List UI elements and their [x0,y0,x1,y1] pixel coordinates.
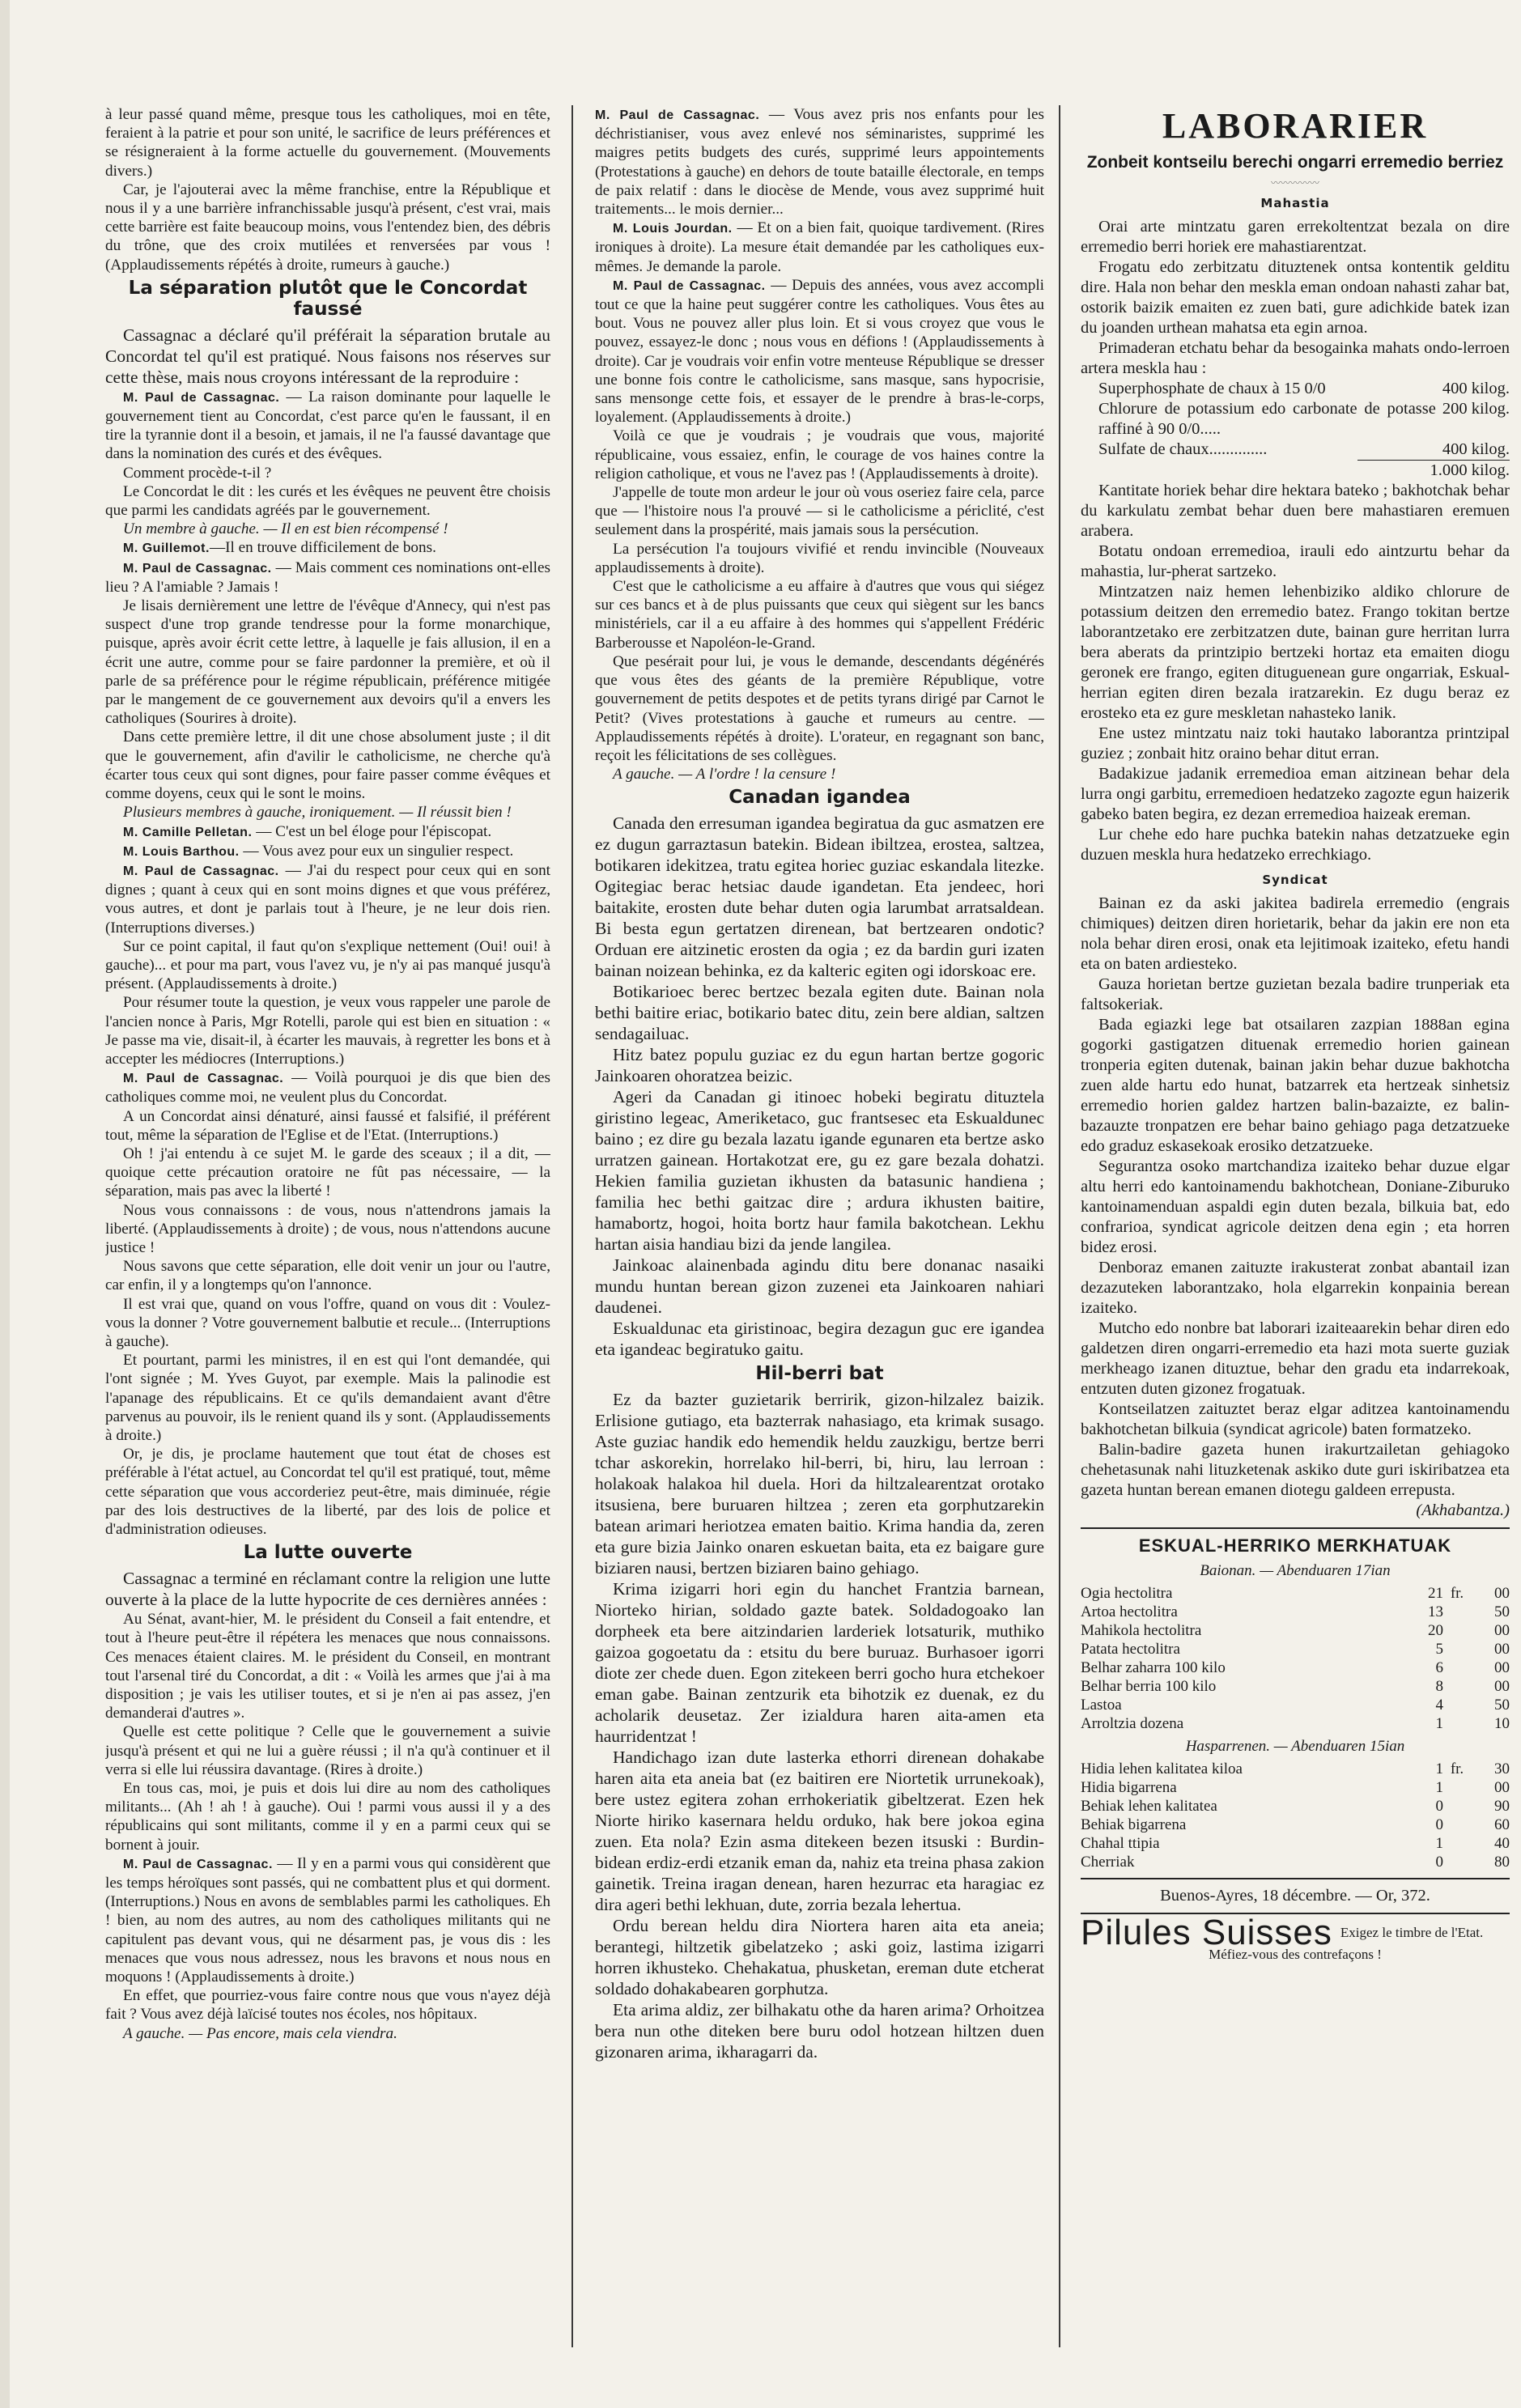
advertisement [1081,1913,1510,1952]
divider [1081,1527,1510,1529]
table-row: Patata hectolitra 5 00 [1081,1641,1510,1658]
paragraph: A gauche. — A l'ordre ! la censure ! [613,766,836,784]
table-row: Belhar berria 100 kilo 8 00 [1081,1678,1510,1695]
speaker: M. Paul de Cassagnac. [123,561,272,575]
table-row: Chahal ttipia 1 40 [1081,1835,1510,1852]
speaker: M. Camille Pelletan. [123,825,253,839]
recipe-row: Superphosphate de chaux à 15 0/0 400 kilog. [1098,380,1510,397]
paragraph: Quelle est cette politique ? Celle que le gouvernement a suivie jusqu'à présent et qui ne lui a guère réussi ; il n'a qu'à continuer et il verra si elle lui réussira davantage. (Rires à droite.) [105,1723,550,1778]
speech: — J'ai du respect pour ceux qui en sont dignes ; quant à ceux qui en sont moins dignes et que vous préférez, vous autres, et dont je parlais tout à l'heure, je ne leur dois rien. (Interruptions diverses.) [105,861,550,936]
table-row: Cherriak 0 80 [1081,1854,1510,1871]
paragraph: Primaderan etchatu behar da besogainka mahats ondo-lerroen artera meskla hau : [1081,339,1510,377]
speech: —Il en trouve difficilement de bons. [209,539,436,557]
paragraph: Frogatu edo zerbitzatu dituztenek ontsa kontentik gelditu dire. Hala non behar den meskla eman ondoan nahasti zahar bat, ostorik baizik emaiten ez zuen bati, gure adichkide batek izan du joanden urthean mahatsa eta egin arnoa. [1081,258,1510,337]
table-row: Hidia lehen kalitatea kiloa 1 fr. 30 [1081,1760,1510,1777]
paragraph: Segurantza osoko martchandiza izaiteko behar duzue elgar altu herri edo kantoinamendu bakhotchean, Doniane-Ziburuko kantoinamenduan aspaldi egin duten bezala, bilkuia bat, edo confrarioa, syndicat agricole deitzen dena egin ; eta horren bidez erosi. [1081,1157,1510,1256]
speaker: M. Paul de Cassagnac. [123,1072,284,1086]
paragraph: En effet, que pourriez-vous faire contre nous que vous n'ayez déjà fait ? Vous avez déjà laïcisé toutes nos écoles, nos hôpitaux. [105,1987,550,2024]
exchange-rate: Buenos-Ayres, 18 décembre. — Or, 372. [1160,1887,1430,1905]
recipe-table [1081,379,1510,481]
paragraph: Badakizue jadanik erremedioa eman aitzinean behar dela lurra ongi garbitu, erremedioen hedatzeko zagozte egun haizerik gabeko baten begira, ez dezan erremedioa haizeak ereman. [1081,765,1510,823]
market-location: Hasparrenen. — Abenduaren 15ian [1185,1738,1405,1755]
paragraph: Voilà ce que je voudrais ; je voudrais que vous, majorité républicaine, vous essaiez, enfin, le courage de vos haines contre la religion catholique, et vous ne l'avez pas ! (Applaudissements à droite). [595,427,1044,482]
table-row: Behiak lehen kalitatea 0 90 [1081,1798,1510,1815]
section-heading: Syndicat [1262,873,1328,887]
table-row: Mahikola hectolitra 20 00 [1081,1622,1510,1639]
section-heading: La séparation plutôt que le Concordat faussé [128,277,528,320]
signature: (Akhabantza.) [1416,1501,1510,1519]
table-row: Behiak bigarrena 0 60 [1081,1816,1510,1833]
column-middle [595,105,1044,2355]
speaker: M. Paul de Cassagnac. [123,390,280,405]
speech: — C'est un bel éloge pour l'épiscopat. [256,822,492,840]
paragraph: Jainkoac alainenbada agindu ditu bere donanac nasaiki mundu huntan berean gizon zuzenei eta Jainkoaren nahiari daudenei. [595,1255,1044,1318]
speaker: M. Louis Barthou. [123,844,240,859]
speaker: M. Guillemot. [123,541,210,556]
paragraph: Canada den erresuman igandea begiratua da guc asmatzen ere ez dugun garraztasun batekin. Bidean ibiltzea, erostea, saltzea, botikaren idekitzea, tratu egitea horiec guziac eskandala litezke. Ogitegiac berac hetsiac daude igandetan. Eta jendeec, hori baitakite, erosten dute behar duten ogia larumbat arratsaldean. Bi besta egun gertatzen direnean, bat bertzearen ondotic? Orduan ere aitzinetic erosten da ogia ; ez da bardin guri izaten bainan noizean behinka, ez da kalteric egiten ogi idorskoac ere. [595,813,1044,981]
ornament-divider: 〰〰〰〰〰 [1270,177,1319,189]
paragraph: Bada egiazki lege bat otsailaren zazpian 1888an egina gogorki gastigatzen dituenak erremedio horien gainean tronperia egiten dutenak, bainan jakin behar duzue bakhotcha zuen alde hartu edo hunat, batzarrek eta hertzeak sinhetsiz erremedio horien galdez hartzen balin-bazaizte, ez balin-bazauzte tronpatzen ere behar baino gehiago paga detzatzueke edo graduz eskasekoak erosiko detzatzueke. [1081,1016,1510,1155]
paragraph: Ene ustez mintzatu naiz toki hautako laborantza printzipal guziez ; zonbait hitz oraino behar ditut erran. [1081,724,1510,762]
speech: — Vous avez pris nos enfants pour les déchristianiser, vous avez enlevé nos séminaristes, supprimé les maigres petits budgets des curés, supprimé leurs appointements (Protestations à gauche) en dehors de toute bataille électorale, en temps de paix relatif : dans le diocèse de Mende, vous avez supprimé huit traitements... le mois dernier... [595,106,1044,219]
speech: — Il y en a parmi vous qui considèrent que les temps héroïques sont passés, qui ne combattent plus et qui dorment. (Interruptions.) Nous en avons de semblables parmi les catholiques. Eh ! bien, au nom des autres, au nom des catholiques militants qui ne capitulent pas devant vous, qui ne désarment pas, je vous dis : les menaces que vous nous adressez, nous les bravons et nous nous en moquons ! (Applaudissements à droite.) [105,1854,550,1986]
paragraph: Sur ce point capital, il faut qu'on s'explique nettement (Oui! oui! à gauche)... et pour ma part, vous l'avez vu, je n'y ai pas manqué jusqu'à présent. (Applaudissements à droite.) [105,937,550,993]
paragraph: Hitz batez populu guziac ez du egun hartan bertze gogoric Jainkoaren ohoratzea beizic. [595,1045,1044,1086]
market-location: Baionan. — Abenduaren 17ian [1200,1562,1391,1579]
speech: — Vous avez pour eux un singulier respect. [243,842,514,860]
paragraph: Pour résumer toute la question, je veux vous rappeler une parole de l'ancien nonce à Paris, Mgr Rotelli, parole qui est bien en situation : « Je passe ma vie, disait-il, à écarter les mauvais, à regretter les bons et à accepter les médiocres (Interruptions.) [105,994,550,1068]
paragraph: Mutcho edo nonbre bat laborari izaiteaarekin behar diren edo galdetzen diren ongarri-erremedio eta hazi mota suerte guziak merkheago izanen dituztue, behar den gradu eta indarrekoak, entzuten duten gizonez frogatuak. [1081,1319,1510,1398]
speaker: M. Paul de Cassagnac. [595,108,760,122]
paragraph: J'appelle de toute mon ardeur le jour où vous oseriez faire cela, parce que — l'histoire nous l'a prouvé — si le catholicisme a périclité, c'est seulement dans la prospérité, mais jamais sous la persécution. [595,484,1044,539]
section-heading: Hil-berri bat [755,1363,884,1385]
table-row: Lastoa 4 50 [1081,1697,1510,1714]
paragraph: Au Sénat, avant-hier, M. le président du Conseil a fait entendre, et tout à l'heure peut-être il répétera les menaces que nous connaissons. Ces menaces étaient claires. M. le président du Conseil, en montrant tout l'arsenal tiré du Concordat, a dit : « Voilà les armes que j'ai à ma disposition ; je vais les utiliser toutes, et si je n'en ai pas assez, j'en demanderai d'autres ». [105,1611,550,1722]
paragraph: A un Concordat ainsi dénaturé, ainsi faussé et falsifié, il préférent tout, même la séparation de l'Eglise et de l'Etat. (Interruptions.) [105,1107,550,1144]
paragraph: En tous cas, moi, je puis et dois lui dire au nom des catholiques militants... (Ah ! ah ! à gauche). Oui ! parmi vous aussi il y a des républicains qui sont militants, comme il y en a parmi ceux qui se bornent à jouir. [105,1780,550,1854]
paragraph: C'est que le catholicisme a eu affaire à d'autres que vous qui siégez sur ces bancs et à de plus puissants que ceux qui siègent sur les bancs ministériels, car il a eu affaire à des hommes qui s'appellent Frédéric Barberousse et Napoléon-le-Grand. [595,578,1044,652]
column-rule [571,105,573,2347]
paragraph: Handichago izan dute lasterka ethorri direnean dohakabe haren aita eta aneia bat (ez baitiren ere Niortetik urrunekoak), bere ustez egitera zohan errhokeriatik gibeltzerat. Ezen hek Niorte hiriko kasernara heldu orduko, hak bere jokoa egina zuen. Eta nola? Ezin asma ditekeen bezen itsuski : Burdin-bidean erdiz-erdi etzanik eman da, nahiz eta treina phasa zakion gainetik. Treina iragan denean, haren hezurrac eta haragiac ez dira ageri bethi lekhuan, dute, zorria bezala lehertua. [595,1748,1044,1915]
paragraph: Kantitate horiek behar dire hektara bateko ; bakhotchak behar du karkulatu zembat behar duen bere mahastiaren eremuen arabera. [1081,482,1510,540]
recipe-row: Sulfate de chaux.............. 400 kilog. [1098,440,1510,458]
page-edge [0,0,10,2408]
paragraph: Que pesérait pour lui, je vous le demande, descendants dégénérés que vous êtes des géants de la première République, votre gouvernement de petits despotes et de petits tyrans dirigé par Carnot le Petit? (Vives protestations à gauche et rumeurs au centre. — Applaudissements répétés à droite). L'orateur, en regagnant son banc, reçoit les félicitations de ses collègues. [595,652,1044,764]
paragraph: Un membre à gauche. — Il en est bien récompensé ! [123,520,448,538]
paragraph: Ordu berean heldu dira Niortera haren aita eta aneia; berantegi, hiltzetik gibelatzeko ; aski goiz, lastima izigarri horren ikhusteko. Chehakatua, phusketan, ereman dute etcherat soldado dohakabearen gorphutza. [595,1916,1044,1999]
column-right [1081,105,1510,2355]
article-subtitle: Zonbeit kontseilu berechi ongarri erremedio berriez [1086,153,1504,172]
paragraph: Nous vous connaissons : de vous, nous n'attendrons jamais la liberté. (Applaudissements à droite) ; de vous, nous n'attendons aucune justice ! [105,1201,550,1256]
speaker: M. Paul de Cassagnac. [123,1857,273,1871]
paragraph: Ez da bazter guzietarik berririk, gizon-hilzalez baizik. Erlisione gutiago, eta bazterrak nahasiago, eta krimak susago. Aste guziac handik edo hemendik heldu zauzkigu, bertze berri tchar askorekin, horrelako hil-berri, bi, hiru, lau lerroan : holakoak halakoa hil duela. Hori da hiltzalearentzat orotako itsusiena, bere buruaren hiltzea ; zeren eta gorphutzarekin batean arimari heriotzea ematen baitio. Krima handia da, zeren eta gure bizia Jainko onaren eskuetan baita, eta ez baigare gure biziaren nausi, bertzen biziaren baino gehiago. [595,1390,1044,1578]
ad-warning: Méfiez-vous des contrefaçons ! [1209,1947,1382,1962]
paragraph: à leur passé quand même, presque tous les catholiques, moi en tête, feraient à la patrie et pour son unité, le sacrifice de leurs préférences et se résigneraient à la forme actuelle du gouvernement. (Mouvements divers.) [105,106,550,180]
section-heading: Mahastia [1260,196,1330,210]
paragraph: Kontseilatzen zaituztet beraz elgar aditzea kantoinamendu bakhotchetan bilkuia (syndicat agricole) baten formatzeko. [1081,1400,1510,1438]
table-row: Ogia hectolitra 21 fr. 00 [1081,1585,1510,1602]
speech: — Voilà pourquoi je dis que bien des catholiques comme moi, ne veulent plus du Concordat. [105,1069,550,1106]
section-heading: Canadan igandea [729,787,911,809]
market-table [1081,1584,1510,1733]
paragraph: Ageri da Canadan gi itinoec hobeki begiratu dituztela giristino legeac, Ameriketaco, guc frantsesec eta Eskualdunec baino ; ez dire gu bezala lazatu igande egunaren eta bertze asko urratzen gainean. Hortakotzat ere, gu ez gare bezala dohatzi. Hekien familia guzietan ikhusten da batasunic handiena ; familia hec bethi gaitzac dire ; ardura ikhusten baitire, hamabortz, hogoi, hoita bortz haur famila bakotchean. Lekhu hartan aisia handiau bizi da jende langilea. [595,1087,1044,1255]
paragraph: Comment procède-t-il ? [123,464,272,482]
paragraph: Et pourtant, parmi les ministres, il en est qui l'ont demandée, qui l'ont signée ; M. Yves Guyot, par exemple. Mais la palinodie est l'apanage des républicains. Et ce qu'ils demandaient avant d'être parvenus au pouvoir, ils le renient quand ils y sont. (Applaudissements à droite.) [105,1352,550,1444]
paragraph: Dans cette première lettre, il dit une chose absolument juste ; il dit que le gouvernement, afin d'avilir le catholicisme, ne cherche qu'à écarter tous ceux qui sont dignes, pour faire passer comme évêques et comme doyens, ceux qui le sont le moins. [105,728,550,803]
paragraph: Balin-badire gazeta hunen irakurtzailetan gehiagoko chehetasunak nahi lituzketenak askiko dute guri iskiribatzea eta gazeta huntan berean emanen diotegu galdeen errepusta. [1081,1441,1510,1499]
column-left [105,105,550,2355]
paragraph: Mintzatzen naiz hemen lehenbiziko aldiko chlorure de potassium deitzen den erremedio batez. Frango tokitan bertze laborantzetako ere zerbitzatzen dute, bainan gure herritan lurra bera aberats da printzipio bertzeki hortaz eta emaiten diogu geronek ere frango, egiten dituguenean gure ongarriak, Eskual-herrian egiten diren bezala iratzarekin. Ez dugu beraz ez erosteko eta ez gure meskletan nahasteko lanik. [1081,583,1510,722]
paragraph: Car, je l'ajouterai avec la même franchise, entre la République et nous il y a une barrière infranchissable jusqu'à présent, c'est vrai, mais cette barrière est faite beaucoup moins, vous l'entendez bien, des débris du trône, que des croix mutilées et renversées par vous ! (Applaudissements répétés à droite, rumeurs à gauche.) [105,180,550,274]
paragraph: Botatu ondoan erremedioa, irauli edo aintzurtu behar da mahastia, lur-pherat sartzeko. [1081,542,1510,580]
paragraph: Gauza horietan bertze guzietan bezala badire trunperiak eta faltsokeriak. [1081,975,1510,1013]
table-row: Artoa hectolitra 13 50 [1081,1603,1510,1620]
lead-paragraph: Cassagnac a déclaré qu'il préférait la séparation brutale au Concordat tel qu'il est pratiqué. Nous faisons nos réserves sur cette thèse, mais nous croyons intéressant de la reproduire : [105,325,550,387]
speech: — Depuis des années, vous avez accompli tout ce que la haine peut suggérer contre les catholiques. Vous êtes au bout. Vous ne pouvez aller plus loin. Et si vous croyez que vous le pouvez, essayez-le donc ; nous vous en défions ! (Applaudissements à droite). Car je voudrais voir enfin votre menteuse République se dresser une bonne fois contre le catholicisme, sans masque, sans hypocrisie, sans mensonge cette fois, et essayer de le prendre à bras-le-corps, loyalement. (Applaudissements à droite.) [595,276,1044,427]
lead-paragraph: Cassagnac a terminé en réclamant contre la religion une lutte ouverte à la place de la lutte hypocrite de ces dernières années : [105,1569,550,1610]
paragraph: Orai arte mintzatu garen errekoltentzat bezala on dire erremedio berri horiek ere mahastiarentzat. [1081,218,1510,256]
paragraph: A gauche. — Pas encore, mais cela viendra. [123,2024,397,2042]
paragraph: Eskualdunac eta giristinoac, begira dezagun guc ere igandea eta igandeac begiratuko gaitu. [595,1319,1044,1360]
paragraph: Je lisais dernièrement une lettre de l'évêque d'Annecy, qui n'est pas suspect d'une trop grande tendresse pour la forme monarchique, puisque, après avoir écrit cette lettre, à laquelle je fais allusion, il en a écrit une autre, comme pour se faire pardonner la première, et où il parle de sa préférence pour le régime républicain, préférence mitigée par le mangement de ce gouvernement aux devoirs qu'il a envers les catholiques (Sourires à droite). [105,597,550,728]
recipe-row: Chlorure de potassium edo carbonate de potasse raffiné à 90 0/0..... 200 kilog. [1098,400,1510,438]
speaker: M. Louis Jourdan. [613,222,733,236]
paragraph: Nous savons que cette séparation, elle doit venir un jour ou l'autre, car enfin, il y a longtemps qu'on l'annonce. [105,1258,550,1294]
paragraph: Lur chehe edo hare puchka batekin nahas detzatzueke egin duzuen meskla hura hedatzeko errechkiago. [1081,826,1510,864]
paragraph: Il est vrai que, quand on vous l'offre, quand on vous dit : Voulez-vous la donner ? Votre gouvernement balbutie et recule... (Interruptions à gauche). [105,1295,550,1350]
paragraph: Botikarioec berec bertzec bezala egiten dute. Bainan nola bethi baitire eriac, botikario batec ditu, zein bere aldian, saltzen sendagailuac. [595,982,1044,1044]
paragraph: Eta arima aldiz, zer bilhakatu othe da haren arima? Orhoitzea bera nun othe diteken bere buru odol hotzean hiltzen duen gizonaren arima, ikharagarri da. [595,2000,1044,2062]
table-row: Belhar zaharra 100 kilo 6 00 [1081,1659,1510,1676]
paragraph: La persécution l'a toujours vivifié et rendu invincible (Nouveaux applaudissements à droite). [595,540,1044,576]
paragraph: Plusieurs membres à gauche, ironiquement. — Il réussit bien ! [123,804,512,822]
column-rule [1059,105,1060,2347]
paragraph: Le Concordat le dit : les curés et les évêques ne peuvent être choisis que parmi les candidats agréés par le gouvernement. [105,482,550,520]
section-heading: La lutte ouverte [243,1542,413,1564]
paragraph: Krima izigarri hori egin du hanchet Frantzia barnean, Niorteko hirian, soldado gazte batek. Soldadogoako lan dorpheek eta bere aitzindarien larderiek lotsaturik, muthiko gaizoa gogoetatu da : etsitu du bere buruaz. Burhasoer igorri diote zer chede duen. Egon zitekeen berri gocho hura etchekoer eman gabe. Bainan zentzurik eta bihotzik ez duenak, ez du acholarik deusetaz. Zer izialdura haren aita-amen eta haurridentzat ! [595,1579,1044,1747]
divider [1081,1878,1510,1879]
recipe-total: 1.000 kilog. [1357,460,1510,481]
speech: — Et on a bien fait, quoique tardivement. (Rires ironiques à droite). La mesure était demandée par les catholiques eux-mêmes. Je demande la parole. [595,219,1044,275]
speaker: M. Paul de Cassagnac. [123,864,279,878]
ad-headline: Pilules Suisses [1081,1913,1332,1952]
table-row: Arroltzia dozena 1 10 [1081,1715,1510,1732]
speaker: M. Paul de Cassagnac. [613,278,766,293]
speech: — Mais comment ces nominations ont-elles lieu ? A l'amiable ? Jamais ! [105,558,550,596]
article-title: LABORARIER [1162,106,1429,146]
speech: — La raison dominante pour laquelle le gouvernement tient au Concordat, c'est parce qu'en le faussant, il en tire la tyrannie dont il a besoin, et jamais, il ne l'a faussé davantage que dans la nomination des curés et des évêques. [105,388,550,463]
market-title: ESKUAL-HERRIKO MERKHATUAK [1138,1535,1452,1556]
ad-note: Exigez le timbre de l'Etat. [1340,1925,1484,1940]
paragraph: Bainan ez da aski jakitea badirela erremedio (engrais chimiques) deitzen diren horietarik, behar da jakin ere non eta nola behar diren erosi, onak eta lejitimoak izaiteko, efetu handi eta on baten ardiesteko. [1081,894,1510,973]
paragraph: Denboraz emanen zaituzte irakusterat zonbat abantail izan dezazuteken laborantzako, hola elgarrekin konpainia berean izaiteko. [1081,1259,1510,1317]
table-row: Hidia bigarrena 1 00 [1081,1779,1510,1796]
market-table [1081,1760,1510,1871]
paragraph: Oh ! j'ai entendu à ce sujet M. le garde des sceaux ; il a dit, — quoique cette précaution oratoire ne fût pas nécessaire, — la séparation, mais pas avec la liberté ! [105,1145,550,1200]
paragraph: Or, je dis, je proclame hautement que tout état de choses est préférable à l'état actuel, au Concordat tel qu'il est pratiqué, tout, même cette séparation que vous accorderiez peut-être, mais diminuée, régie par des lois destructives de la liberté, par des lois de police et d'administration odieuses. [105,1446,550,1539]
